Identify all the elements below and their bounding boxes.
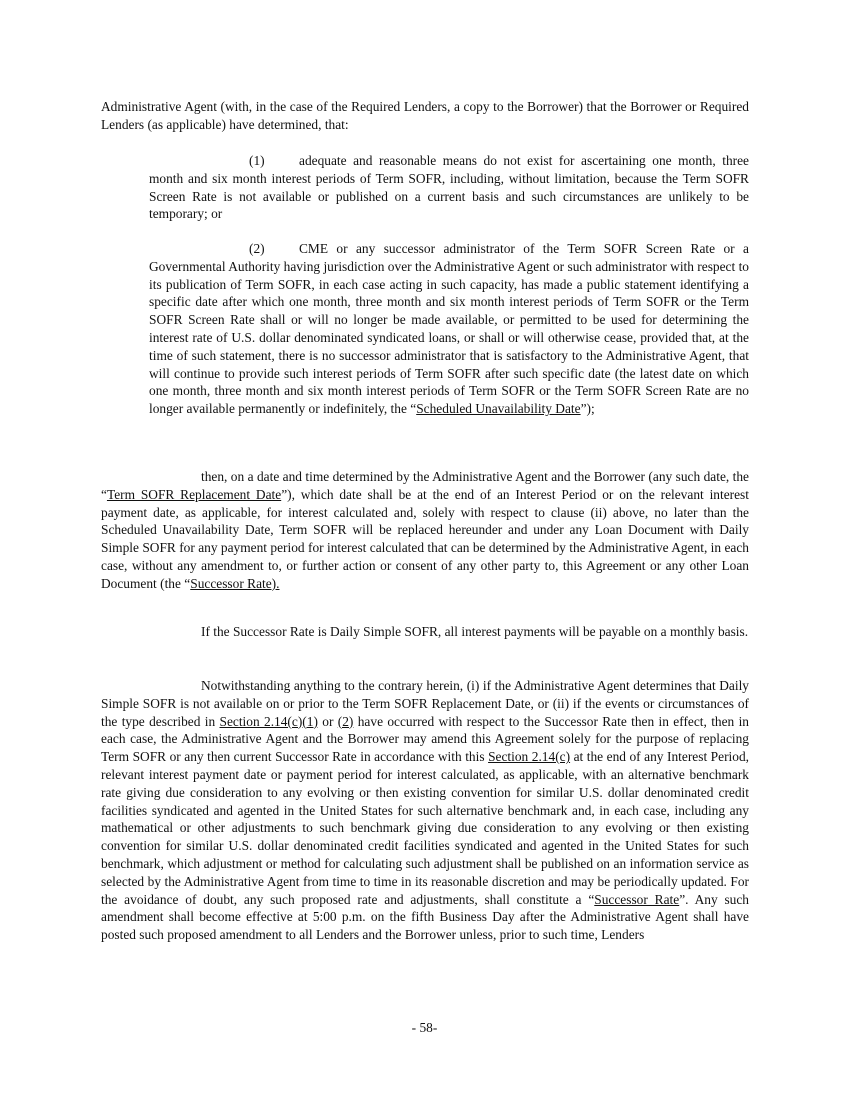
then-paragraph: then, on a date and time determined by the Administrative Agent and the Borrower (any such date, the “Term SOFR Replacement Date”), which date shall be at the end of an Interest Period or on the relevant interest payment date, as applicable, for interest calculated and, solely with respect to clause (ii) above, no later than the Scheduled Unavailability Date, Term SOFR will be replaced hereunder and under any Loan Document with Daily Simple SOFR for any payment period for interest calculated that can be determined by the Administrative Agent, in each case, without any amendment to, or further action or consent of any other party to, this Agreement or any other Loan Document (the “Successor Rate). — [101, 469, 749, 591]
scheduled-unavailability-date-term: Scheduled Unavailability Date — [416, 401, 581, 417]
successor-rate-definition: Successor Rate — [594, 891, 680, 907]
section-2-14-c-1-reference: Section 2.14(c)(1) — [219, 713, 318, 729]
clause-2-number: (2) — [249, 241, 265, 256]
clause-2-reference: (2) — [337, 713, 354, 729]
page-number: - 58- — [411, 1020, 438, 1035]
intro-paragraph: Administrative Agent (with, in the case of the Required Lenders, a copy to the Borrower) that the Borrower or Required Lenders (as applicable) have determined, that: — [101, 99, 749, 132]
clause-1-number: (1) — [249, 153, 265, 168]
section-2-14-c-reference: Section 2.14(c) — [488, 749, 571, 765]
clause-1-paragraph — [149, 152, 749, 223]
clause-1-text: adequate and reasonable means do not exist for ascertaining one month, three month and six month interest periods of Term SOFR, including, without limitation, because the Term SOFR Screen Rate is not available or published on a current basis and such circumstances are unlikely to be temporary; or — [149, 153, 749, 222]
clause-2-paragraph: (2) CME or any successor administrator of the Term SOFR Screen Rate or a Governmental Authority having jurisdiction over the Administrative Agent or such administrator with respect to its publication of Term SOFR, in each case acting in such capacity, has made a public statement identifying a specific date after which one month, three month and six month interest periods of Term SOFR or the Term SOFR Screen Rate shall or will no longer be made available, or permitted to be used for determining the interest rate of U.S. dollar denominated syndicated loans, or shall or will otherwise cease, provided that, at the time of such statement, there is no successor administrator that is satisfactory to the Administrative Agent, that will continue to provide such interest periods of Term SOFR after such specific date (the latest date on which one month, three month and six month interest periods of Term SOFR or the Term SOFR Screen Rate are no longer available permanently or indefinitely, the “Scheduled Unavailability Date”); — [149, 241, 749, 417]
clause-2-text: CME or any successor administrator of the Term SOFR Screen Rate or a Governmental Authority having jurisdiction over the Administrative Agent or such administrator with respect to its publication of Term SOFR, in each case acting in such capacity, has made a public statement identifying a specific date after which one month, three month and six month interest periods of Term SOFR or the Term SOFR Screen Rate shall or will no longer be made available, or permitted to be used for determining the interest rate of U.S. dollar denominated syndicated loans, or shall or will otherwise cease, provided that, at the time of such statement, there is no successor administrator that is satisfactory to the Administrative Agent, that will continue to provide such interest periods of Term SOFR after such specific date (the latest date on which one month, three month and six month interest periods of Term SOFR or the Term SOFR Screen Rate are no longer available permanently or indefinitely, the “ — [149, 241, 749, 417]
successor-rate-term: Successor Rate). — [190, 575, 280, 591]
term-sofr-replacement-date-term: Term SOFR Replacement Date — [106, 486, 282, 502]
monthly-basis-paragraph: If the Successor Rate is Daily Simple SOFR, all interest payments will be payable on a monthly basis. — [201, 624, 749, 639]
notwithstanding-paragraph: Notwithstanding anything to the contrary herein, (i) if the Administrative Agent determines that Daily Simple SOFR is not available on or prior to the Term SOFR Replacement Date, or (ii) if the events or circumstances of the type described in Section 2.14(c)(1) or (2) have occurred with respect to the Successor Rate then in effect, then in each case, the Administrative Agent and the Borrower may amend this Agreement solely for the purpose of replacing Term SOFR or any then current Successor Rate in accordance with this Section 2.14(c) at the end of any Interest Period, relevant interest payment date or payment period for interest calculated, as applicable, with an alternative benchmark rate giving due consideration to any evolving or then existing convention for similar U.S. dollar denominated credit facilities syndicated and agented in the United States for such alternative benchmark and, in each case, including any mathematical or other adjustments to such benchmark giving due consideration to any evolving or then existing convention for similar U.S. dollar denominated credit facilities syndicated and agented in the United States for such benchmark, which adjustment or method for calculating such adjustment shall be published on an information service as selected by the Administrative Agent from time to time in its reasonable discretion and may be periodically updated. For the avoidance of doubt, any such proposed rate and adjustments, shall constitute a “Successor Rate”. Any such amendment shall become effective at 5:00 p.m. on the fifth Business Day after the Administrative Agent shall have posted such proposed amendment to all Lenders and the Borrower unless, prior to such time, Lenders — [101, 678, 750, 943]
